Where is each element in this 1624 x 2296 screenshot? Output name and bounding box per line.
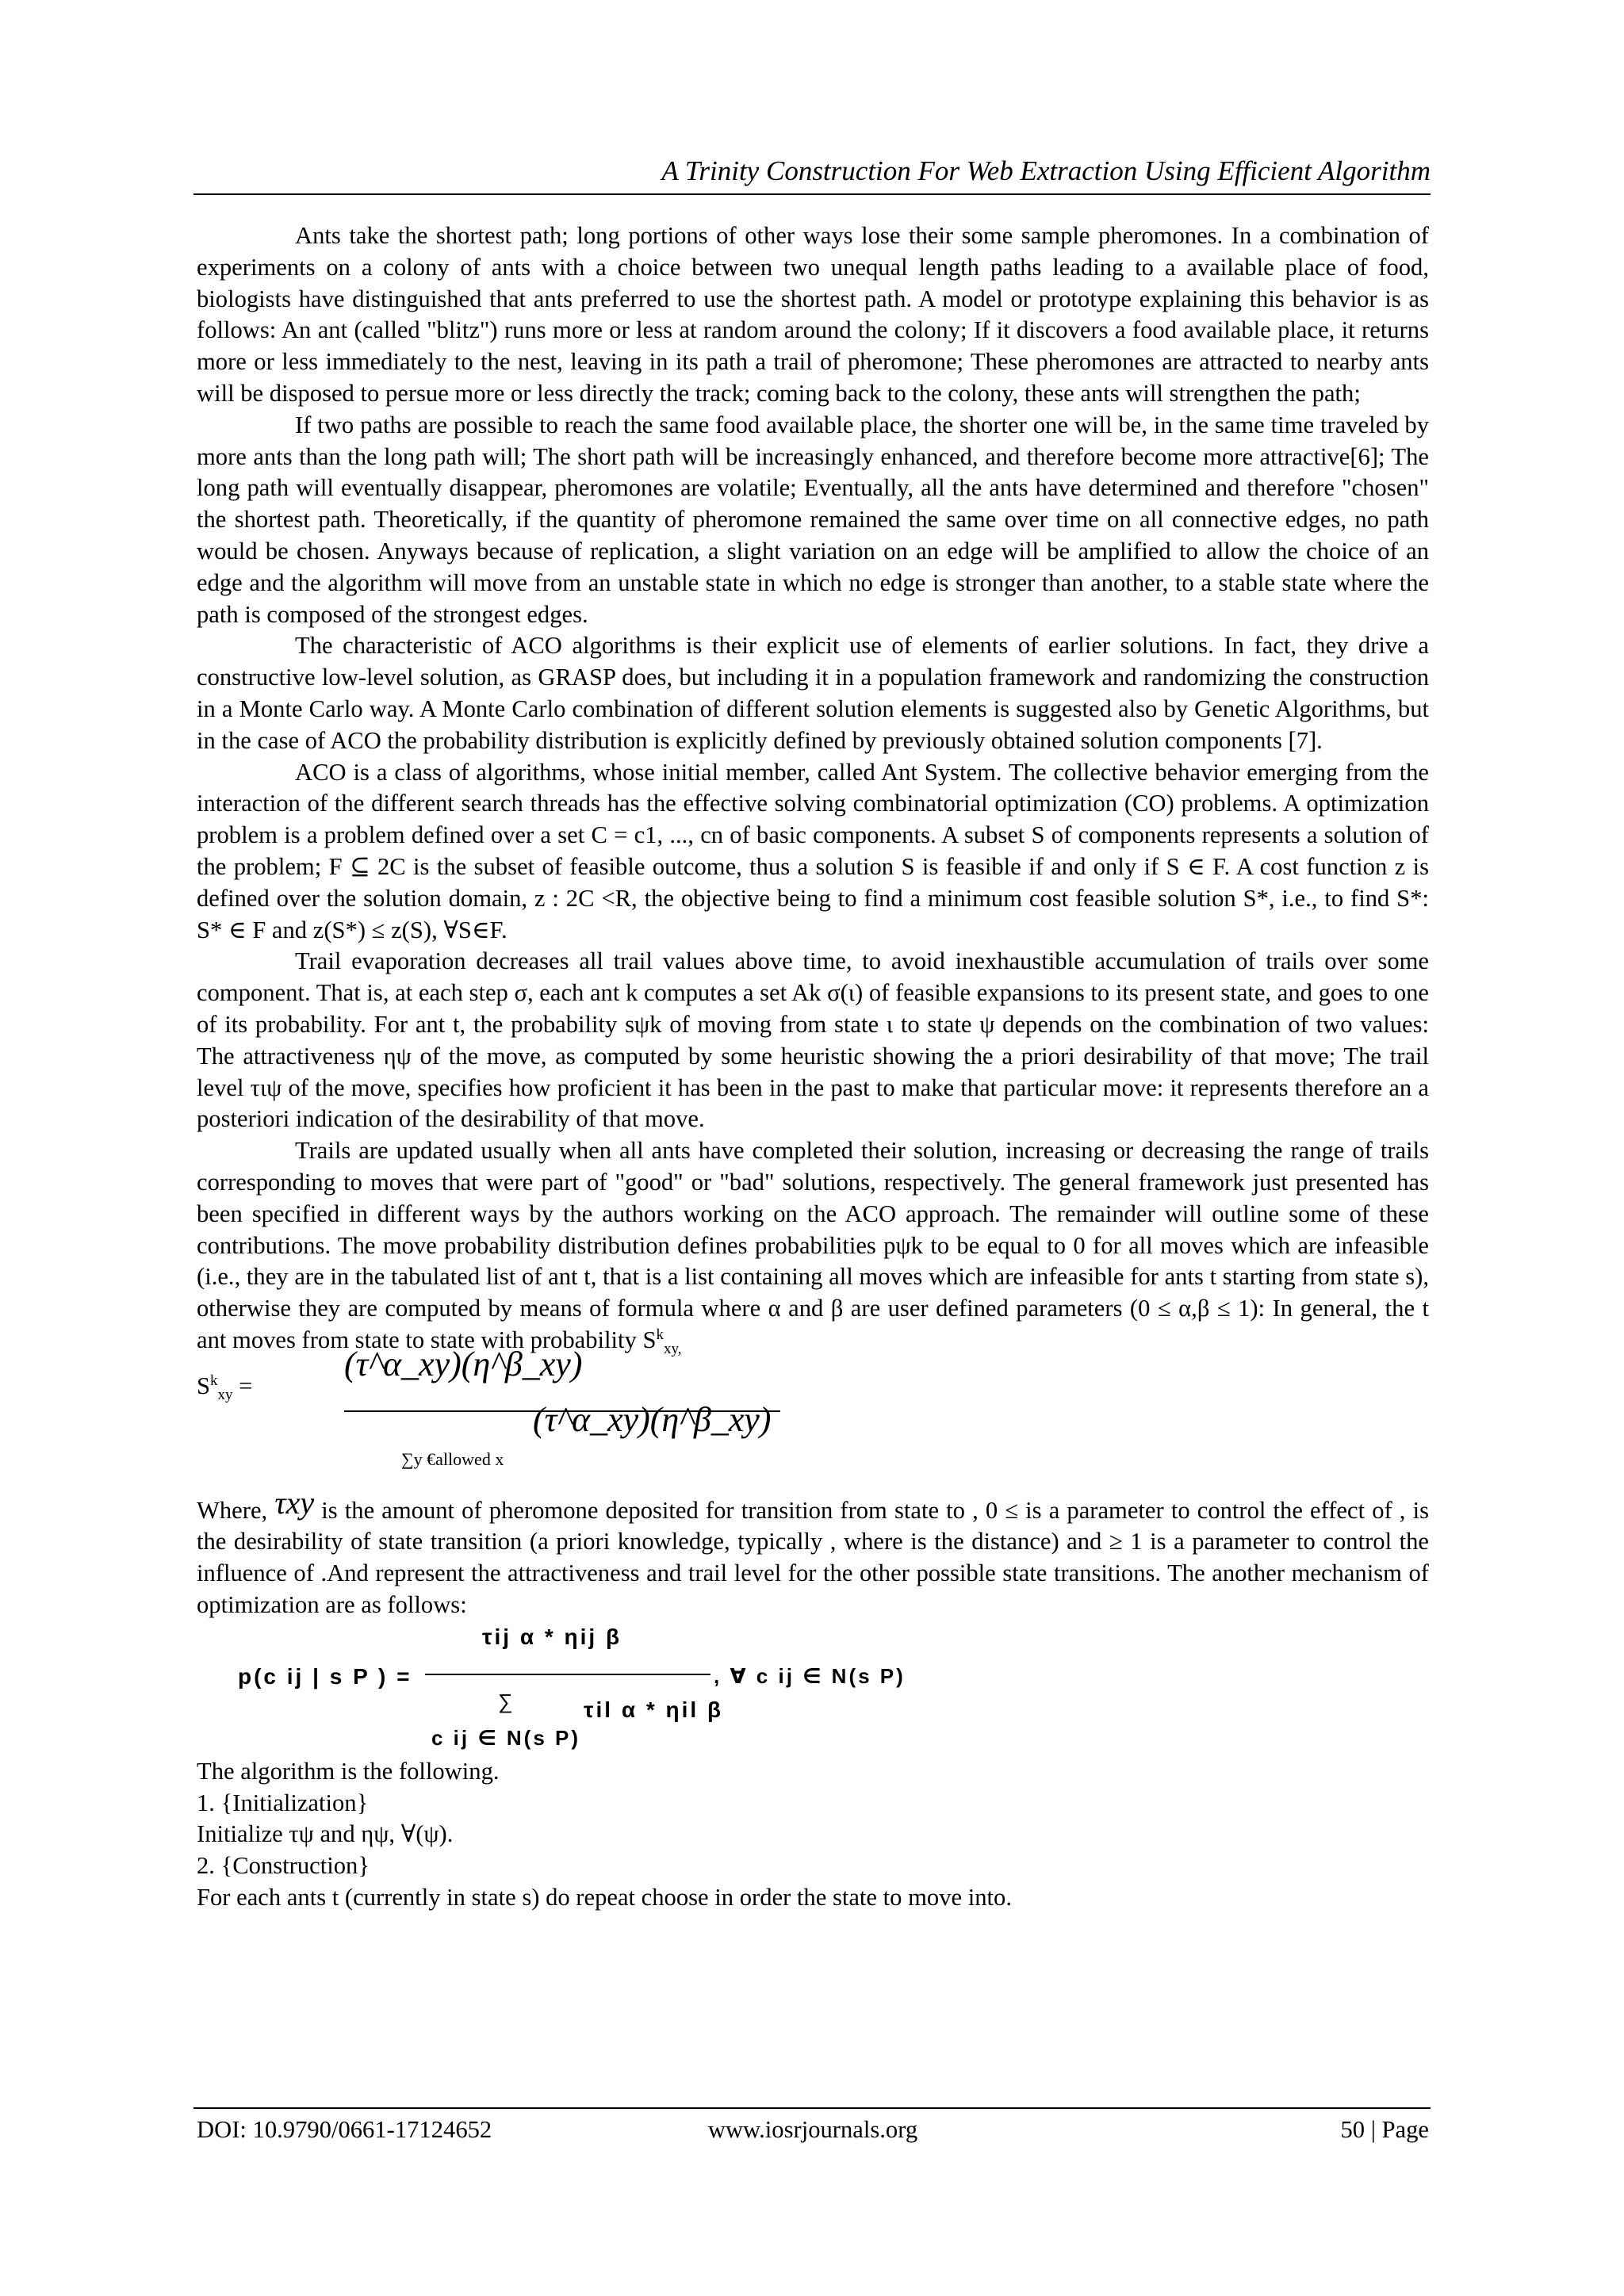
algorithm-line-3: Initialize τψ and ηψ, ∀(ψ). — [197, 1820, 454, 1848]
paragraph-6-text: Trails are updated usually when all ants have completed their solution, increasing or decreasing the range of trails corresponding to moves that were part of "good" or "bad" solutions, respectively. The general framework just presented has been specified in different ways by the authors working on the ACO approach. The remainder will outline some of these contributions. The move probability distribution defines probabilities pψk to be equal to 0 for all moves which are infeasible (i.e., they are in the tabulated list of ant t, that is a list containing all moves which are infeasible for ants t starting from state s), otherwise they are computed by means of formula where α and β are user defined parameters (0 ≤ α,β ≤ 1): In general, the t ant moves from state to state with probability S — [197, 1137, 1429, 1353]
paragraph-4: ACO is a class of algorithms, whose initial member, called Ant System. The collective behavior emerging from the interaction of the different search threads has the effective solving combinatorial optimization (CO) problems. A optimization problem is a problem defined over a set C = c1, ..., cn of basic components. A subset S of components represents a solution of the problem; F ⊆ 2C is the subset of feasible outcome, thus a solution S is feasible if and only if S ∈ F. A cost function z is defined over the solution domain, z : 2C <R, the objective being to find a minimum cost feasible solution S*, i.e., to find S*: S* ∈ F and z(S*) ≤ z(S), ∀S∈F. — [197, 758, 1429, 943]
algorithm-line-1: The algorithm is the following. — [197, 1757, 500, 1785]
footer-doi: DOI: 10.9790/0661-17124652 — [197, 2116, 492, 2143]
formula-2-lhs: p(c ij | s P ) = — [238, 1663, 412, 1689]
paragraph-1: Ants take the shortest path; long portions of other ways lose their some sample pheromones. In a combination of experiments on a colony of ants with a choice between two unequal length paths leading to a available place of food, biologists have distinguished that ants preferred to use the shortest path. A model or prototype explaining this behavior is as follows: An ant (called "blitz") runs more or less at random around the colony; If it discovers a food available place, it returns more or less immediately to the nest, leaving in its path a trail of pheromone; These pheromones are attracted to nearby ants will be disposed to persue more or less directly the track; coming back to the colony, these ants will strengthen the path; — [197, 222, 1429, 407]
formula-1-lhs: $S^k_{xy}$ = — [197, 1372, 253, 1403]
footer-site: www.iosrjournals.org — [707, 2116, 918, 2143]
paragraph-6-sub: xy, — [663, 1341, 682, 1357]
tau-xy-symbol: τxy — [274, 1484, 315, 1521]
formula-2-sum: ∑ — [498, 1689, 513, 1713]
algorithm-line-5: For each ants t (currently in state s) do repeat choose in order the state to move into. — [197, 1884, 1012, 1911]
formula-transition-probability — [197, 1344, 1429, 1487]
formula-2-numerator: τij α * ηij β — [482, 1624, 622, 1649]
header-rule — [193, 193, 1431, 195]
paragraph-2: If two paths are possible to reach the same food available place, the shorter one will be, in the same time traveled by more ants than the long path will; The short path will be increasingly enhanced, and therefore become more attractive[6]; The long path will eventually disappear, pheromones are volatile; Eventually, all the ants have determined and therefore "chosen" the shortest path. Theoretically, if the quantity of pheromone remained the same over time on all connective edges, no path would be chosen. Anyways because of replication, a slight variation on an edge will be amplified to allow the choice of an edge and the algorithm will move from an unstable state in which no edge is stronger than another, to a stable state where the path is composed of the strongest edges. — [197, 411, 1429, 628]
formula-2-sum-index: c ij ∈ N(s P) — [431, 1725, 581, 1750]
formula-1-numerator: (τ^α_xy)(η^β_xy) — [344, 1344, 583, 1383]
formula-2-condition: , ∀ c ij ∈ N(s P) — [714, 1663, 906, 1688]
algorithm-line-2: 1. {Initialization} — [197, 1789, 369, 1816]
paragraph-3: The characteristic of ACO algorithms is their explicit use of elements of earlier solutions. In fact, they drive a constructive low-level solution, as GRASP does, but including it in a population framework and randomizing the construction in a Monte Carlo way. A Monte Carlo combination of different solution elements is suggested also by Genetic Algorithms, but in the case of ACO the probability distribution is explicitly defined by previously obtained solution components [7]. — [197, 632, 1429, 754]
algorithm-line-4: 2. {Construction} — [197, 1852, 370, 1880]
formula-1-sum: ∑y €allowed x — [401, 1448, 504, 1469]
paragraph-7: Where, τxy is the amount of pheromone deposited for transition from state to , 0 ≤ is a parameter to control the effect of , is the desirability of state transition (a priori knowledge, typically , where is the distance) and ≥ 1 is a parameter to control the influence of .And represent the attractiveness and trail level for the other possible state transitions. The another mechanism of optimization are as follows: — [197, 1484, 1429, 1619]
running-title: A Trinity Construction For Web Extraction Using Efficient Algorithm — [661, 155, 1431, 186]
footer-page-number: 50 | Page — [1340, 2116, 1429, 2143]
formula-optimization — [197, 1621, 1429, 1756]
formula-2-denominator: τil α * ηil β — [584, 1697, 724, 1722]
paragraph-6-sup: k — [656, 1326, 664, 1343]
formula-1-denominator: (τ^α_xy)(η^β_xy) — [533, 1399, 772, 1439]
paragraph-6 — [197, 1135, 1429, 1357]
paragraph-5: Trail evaporation decreases all trail values above time, to avoid inexhaustible accumulation of trails over some component. That is, at each step σ, each ant k computes a set Ak σ(ι) of feasible expansions to its present state, and goes to one of its probability. For ant t, the probability sψk of moving from state ι to state ψ depends on the combination of two values: The attractiveness ηψ of the move, as computed by some heuristic showing the a priori desirability of that move; The trail level τιψ of the move, specifies how proficient it has been in the past to make that particular move: it represents therefore an a posteriori indication of the desirability of that move. — [197, 947, 1429, 1133]
footer-rule — [193, 2107, 1431, 2109]
body-text — [197, 220, 1429, 1914]
formula-2-fraction-bar — [425, 1674, 710, 1675]
